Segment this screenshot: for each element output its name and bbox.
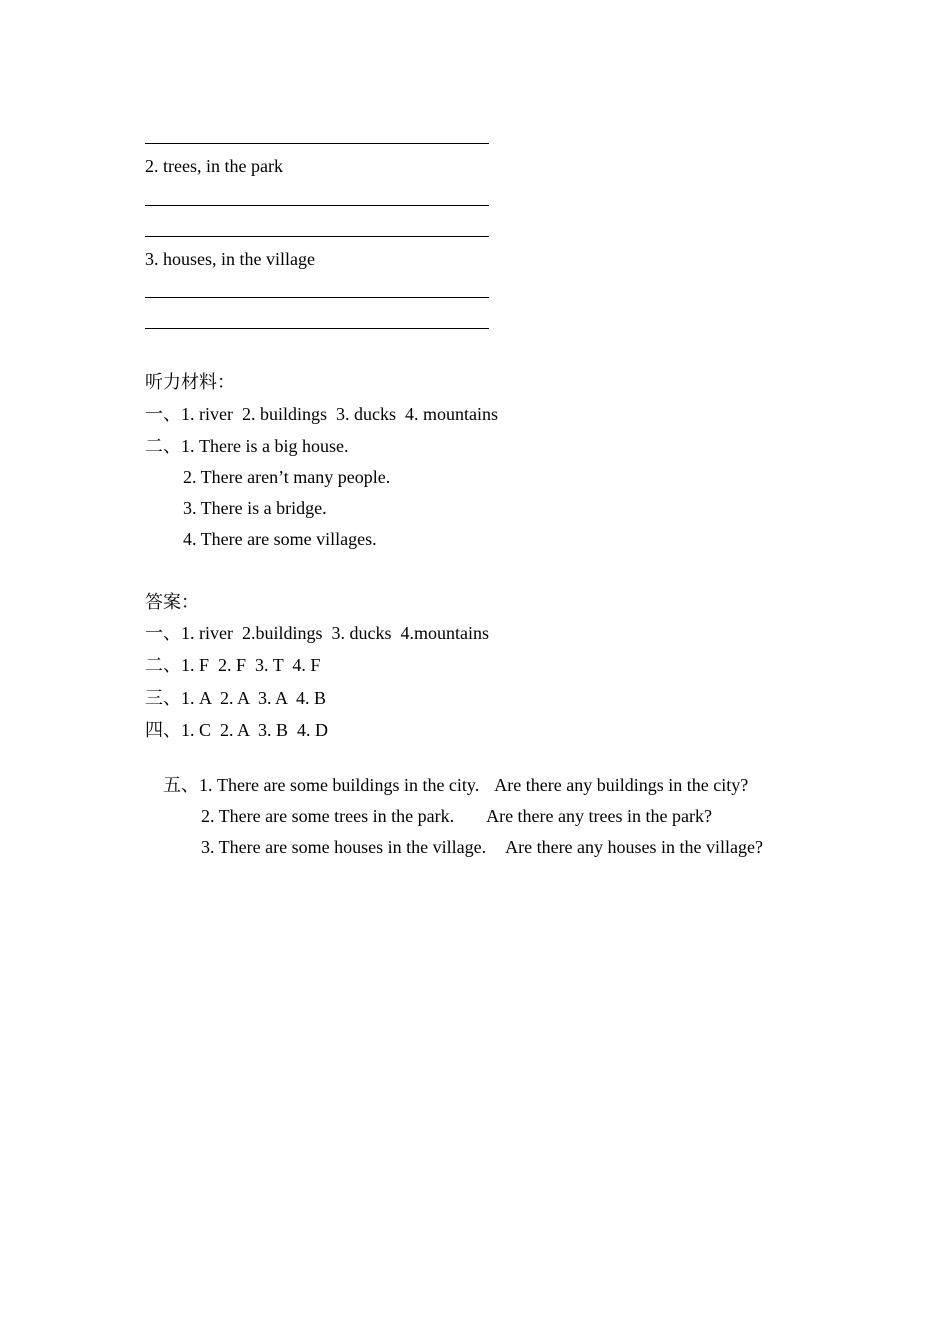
listening-part2-line: 3. There is a bridge. [183,498,327,518]
listening-part2-lead: 二、1. There is a big house. [145,436,349,456]
answer-statement: 2. There are some trees in the park. [201,806,455,826]
answer-question: Are there any buildings in the city? [494,775,749,795]
answers-part4: 四、1. C 2. A 3. B 4. D [145,720,329,740]
listening-part2-line: 2. There aren’t many people. [183,467,391,487]
answer-blank-line [145,297,489,298]
listening-heading: 听力材料： [145,372,235,392]
answers-part3: 三、1. A 2. A 3. A 4. B [145,688,327,708]
answer-blank-line [145,143,489,144]
listening-part1: 一、1. river 2. buildings 3. ducks 4. mountains [145,404,498,424]
answer-question: Are there any trees in the park? [486,806,712,826]
answer-statement: 3. There are some houses in the village. [201,837,487,857]
answers-part5-row [183,814,763,880]
exercise-item: 2. trees, in the park [145,156,283,176]
answer-statement: 五、1. There are some buildings in the city. [163,775,480,795]
answer-blank-line [145,236,489,237]
answers-part1: 一、1. river 2.buildings 3. ducks 4.mountains [145,623,489,643]
answer-question: Are there any houses in the village? [505,837,763,857]
listening-part2-line: 4. There are some villages. [183,529,377,549]
exercise-item: 3. houses, in the village [145,249,315,269]
answer-blank-line [145,328,489,329]
answers-heading: 答案： [145,592,199,612]
answer-blank-line [145,205,489,206]
answers-part2: 二、1. F 2. F 3. T 4. F [145,655,321,675]
